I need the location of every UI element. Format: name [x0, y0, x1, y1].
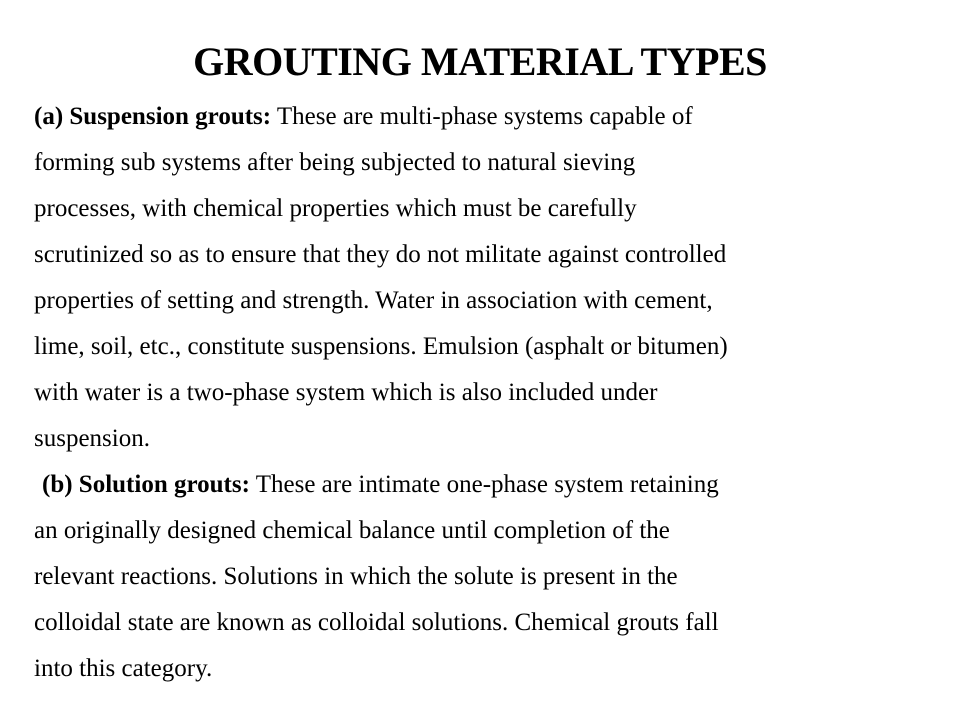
paragraph-line: into this category.	[34, 655, 213, 682]
paragraph-line: scrutinized so as to ensure that they do not militate against controlled	[34, 241, 727, 268]
paragraph-line: properties of setting and strength. Water in association with cement,	[34, 287, 713, 314]
paragraph-line: with water is a two-phase system which is also included under	[34, 379, 658, 406]
paragraph-line: an originally designed chemical balance until completion of the	[34, 517, 670, 544]
paragraph-line	[34, 462, 934, 508]
line-text: These are intimate one-phase system retaining	[249, 471, 719, 498]
paragraph-line: relevant reactions. Solutions in which the solute is present in the	[34, 563, 678, 590]
paragraph-line: processes, with chemical properties which must be carefully	[34, 195, 637, 222]
paragraph-line	[34, 94, 934, 140]
paragraph-line: lime, soil, etc., constitute suspensions. Emulsion (asphalt or bitumen)	[34, 333, 728, 360]
paragraph-line: forming sub systems after being subjected to natural sieving	[34, 149, 636, 176]
line-text: These are multi-phase systems capable of	[271, 103, 693, 130]
paragraph-line: colloidal state are known as colloidal solutions. Chemical grouts fall	[34, 609, 719, 636]
paragraph-line: suspension.	[34, 425, 150, 452]
suspension-grouts-paragraph	[34, 94, 934, 462]
suspension-grouts-label: (a) Suspension grouts:	[34, 103, 272, 130]
solution-grouts-label: (b) Solution grouts:	[42, 471, 250, 498]
solution-grouts-paragraph	[34, 462, 934, 692]
slide-body	[34, 94, 934, 692]
slide-title: GROUTING MATERIAL TYPES	[193, 39, 767, 84]
